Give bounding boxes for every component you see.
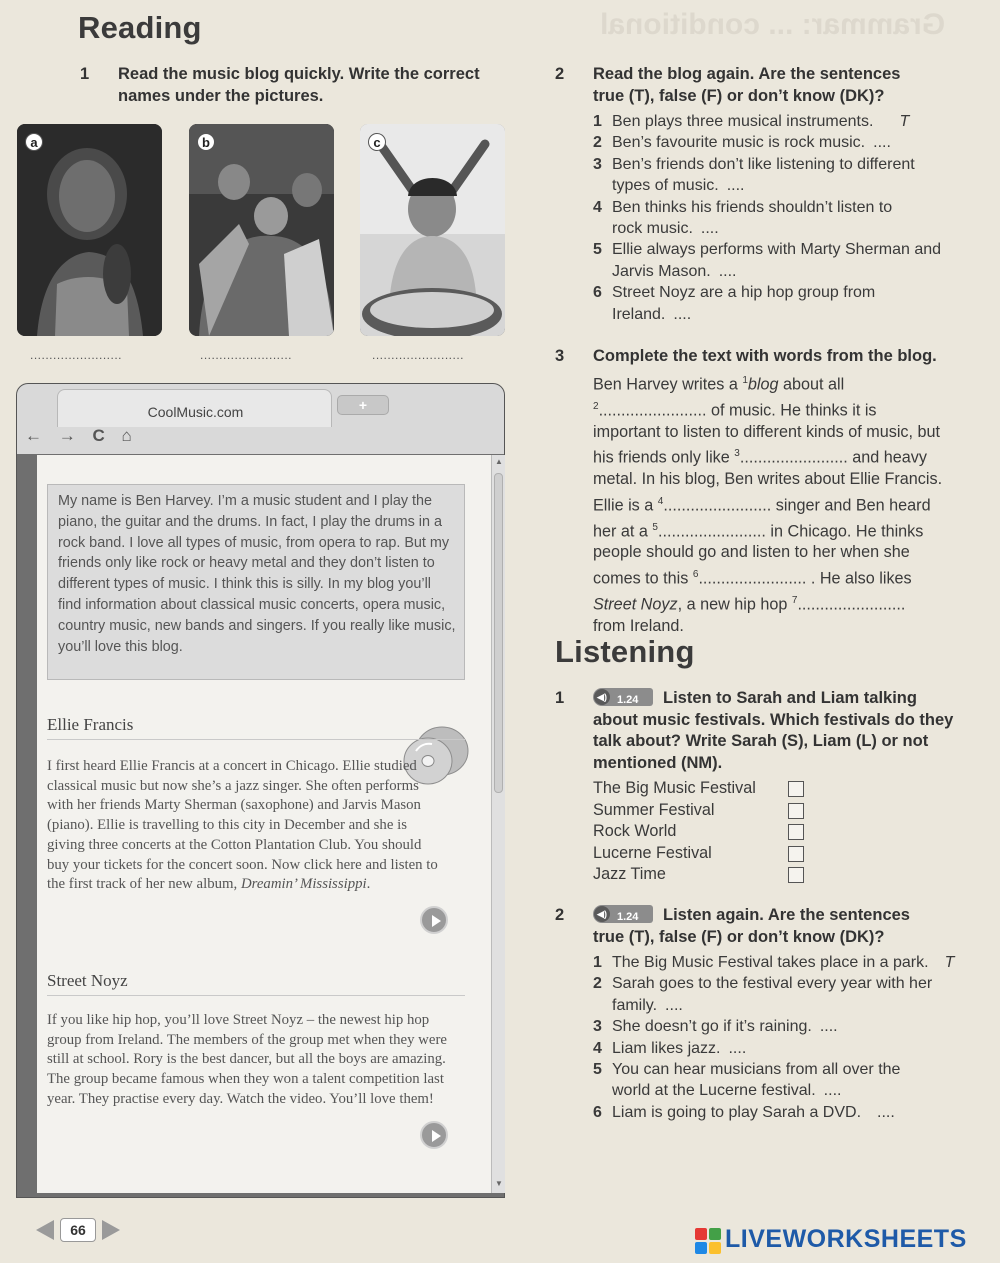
new-tab-button[interactable]: + <box>337 395 389 415</box>
speaker-icon: ◀) <box>594 689 610 705</box>
browser-tab-title: CoolMusic.com <box>147 404 244 420</box>
browser-tab[interactable] <box>57 389 332 427</box>
gap-blank-5[interactable]: ........................ in Chicago. He thinks <box>657 521 924 540</box>
festival-row: Rock World <box>593 821 756 843</box>
list-item: 3 She doesn’t go if it’s raining. .... <box>593 1018 838 1036</box>
gap-line: people should go and listen to her when she <box>593 543 910 562</box>
listening-task-2-instruction: 2 ◀) 1.24 Listen again. Are the sentences true (T), false (F) or don’t know (DK)? <box>555 906 910 946</box>
scroll-thumb[interactable] <box>494 473 503 793</box>
gap-line: Ben Harvey writes a $^1$blog about all <box>593 375 845 394</box>
liveworksheets-logo-text: LIVEWORKSHEETS <box>725 1225 967 1253</box>
next-page-icon[interactable] <box>102 1220 120 1240</box>
gap-line: metal. In his blog, Ben writes about Ellie Francis. <box>593 470 943 489</box>
list-item: 6 Liam is going to play Sarah a DVD. .... <box>593 1103 895 1121</box>
prev-page-icon[interactable] <box>36 1220 54 1240</box>
answer-checkbox[interactable] <box>788 867 804 883</box>
photo-label-c: c <box>368 133 386 151</box>
list-item: 6 Street Noyz are a hip hop group from Ireland. .... <box>593 284 876 323</box>
answer-blank-b[interactable]: ........................ <box>200 348 293 362</box>
blog-browser-window <box>16 383 505 1198</box>
gap-line: comes to this $^6$........................ . He also likes <box>593 568 912 588</box>
list-item: 3 Ben’s friends don’t like listening to different types of music. .... <box>593 155 915 195</box>
listening-heading: Listening <box>555 634 695 669</box>
post-divider <box>47 739 465 740</box>
reading-task-3-instruction: 3 Complete the text with words from the blog. <box>555 347 937 365</box>
browser-nav-icons[interactable]: ← → C ⌂ <box>25 426 138 445</box>
answer-checkbox[interactable] <box>788 803 804 819</box>
festival-row: The Big Music Festival <box>593 778 756 800</box>
reading-heading: Reading <box>78 10 202 45</box>
album-title: Dreamin’ Mississippi <box>240 876 367 893</box>
list-item: 2 Ben’s favourite music is rock music. .... <box>593 134 891 152</box>
gap-fill-text <box>593 370 983 637</box>
gap-line: his friends only like $^3$........................ and heavy <box>593 448 927 467</box>
reading-task-2-instruction: 2 Read the blog again. Are the sentences true (T), false (F) or don’t know (DK)? <box>555 65 901 105</box>
reading-task-2-items <box>593 111 983 325</box>
gap-line: her at a $^5$........................ in Chicago. He thinks <box>593 521 924 540</box>
listening-task-2-items <box>593 952 988 1123</box>
gap-line: $^2$........................ of music. He thinks it is <box>593 400 877 420</box>
photo-c-drummer <box>360 124 505 336</box>
reading-task-1-instruction: 1 Read the music blog quickly. Write the correct names under the pictures. <box>80 65 480 105</box>
list-item: 1 The Big Music Festival takes place in a park. T <box>593 954 955 971</box>
list-item: 4 Ben thinks his friends shouldn’t listen to rock music. .... <box>593 198 893 238</box>
answer-blank-c[interactable]: ........................ <box>372 348 465 362</box>
post-text-ellie-francis: I first heard Ellie Francis at a concert in Chicago. Ellie studied classical music but now she’s a jazz singer. She often performs with her friends Marty Sherman (saxophone) and Jarvis Mason (piano). Ellie is travelling to this city in December and she is giving three concerts at the Cotton Plantation Club. You should buy your tickets for the concert soon. Now click here and listen to the first track of her new album, Dreamin’ Mississippi. <box>47 758 438 893</box>
gap-blank-3[interactable]: ........................ and heavy <box>739 448 927 467</box>
blog-intro-text: My name is Ben Harvey. I’m a music student and I play the piano, the guitar and the drums. In fact, I play the drums in a rock band. I love all types of music, from opera to rap. But my friends only like rock or heavy metal and they don’t listen to different types of music. I think this is silly. In my blog you’ll find information about classical music concerts, opera music, country music, new bands and singers. If you really like music, you’ll love this blog. <box>58 493 456 655</box>
post-title-ellie-francis: Ellie Francis <box>47 715 134 734</box>
list-item: 5 You can hear musicians from all over the world at the Lucerne festival. .... <box>593 1061 901 1100</box>
photo-label-b: b <box>197 133 215 151</box>
audio-track-button[interactable]: ◀) 1.24 <box>593 688 653 706</box>
gap-line: Street Noyz, a new hip hop $^7$........................ <box>593 594 906 614</box>
reverse-page-bleed: Grammar: ... conditional <box>600 8 946 41</box>
blog-intro-box <box>47 484 465 680</box>
gap-line: from Ireland. <box>593 616 684 635</box>
page-number: 66 <box>60 1218 96 1242</box>
post-text-street-noyz: If you like hip hop, you’ll love Street Noyz – the newest hip hop group from Ireland. The members of the group met when they were still at school. Rory is the best dancer, but all the boys are amazing. The group became famous when they won a talent competition last year. They practise every day. Watch the video. You’ll love them! <box>47 1012 447 1107</box>
liveworksheets-logo-icon <box>695 1228 721 1254</box>
festival-row: Lucerne Festival <box>593 843 756 865</box>
post-title-street-noyz: Street Noyz <box>47 971 128 990</box>
gap-blank-2[interactable]: ........................ of music. He thinks it is <box>598 401 877 420</box>
festival-row: Summer Festival <box>593 800 756 822</box>
photo-b-hiphop-group <box>189 124 334 336</box>
photo-a-singer <box>17 124 162 336</box>
answer-blank-a[interactable]: ........................ <box>30 348 123 362</box>
scroll-down-icon[interactable]: ▼ <box>495 1179 503 1188</box>
list-item: 2 Sarah goes to the festival every year with her family. .... <box>593 975 933 1014</box>
answer-checkbox[interactable] <box>788 781 804 797</box>
gap-line: important to listen to different kinds of music, but <box>593 422 941 441</box>
answer-checkbox[interactable] <box>788 824 804 840</box>
play-video-button[interactable] <box>420 1121 448 1149</box>
browser-scrollbar[interactable] <box>491 455 505 1193</box>
list-item: 1 Ben plays three musical instruments. T <box>593 113 910 130</box>
festival-row: Jazz Time <box>593 864 756 886</box>
photo-label-a: a <box>25 133 43 151</box>
list-item: 5 Ellie always performs with Marty Sherman and Jarvis Mason. .... <box>593 241 942 280</box>
gap-blank-6[interactable]: ........................ . He also likes <box>698 569 912 588</box>
speaker-icon: ◀) <box>594 906 610 922</box>
gap-blank-7[interactable]: ........................ <box>797 595 906 614</box>
gap-line: Ellie is a $^4$........................ singer and Ben heard <box>593 495 931 515</box>
play-track-button[interactable] <box>420 906 448 934</box>
scroll-up-icon[interactable]: ▲ <box>495 457 503 466</box>
festival-list <box>593 778 756 886</box>
post-divider <box>47 995 465 996</box>
browser-toolbar <box>17 384 504 454</box>
list-item: 4 Liam likes jazz. .... <box>593 1039 747 1057</box>
listening-task-1-instruction: 1 ◀) 1.24 Listen to Sarah and Liam talking about music festivals. Which festivals do they talk about? Write Sarah (S), Liam (L) or not mentioned (NM). <box>555 689 954 772</box>
answer-checkbox[interactable] <box>788 846 804 862</box>
gap-blank-4[interactable]: ........................ singer and Ben heard <box>663 496 931 515</box>
audio-track-button[interactable]: ◀) 1.24 <box>593 905 653 923</box>
blog-page <box>37 455 491 1193</box>
